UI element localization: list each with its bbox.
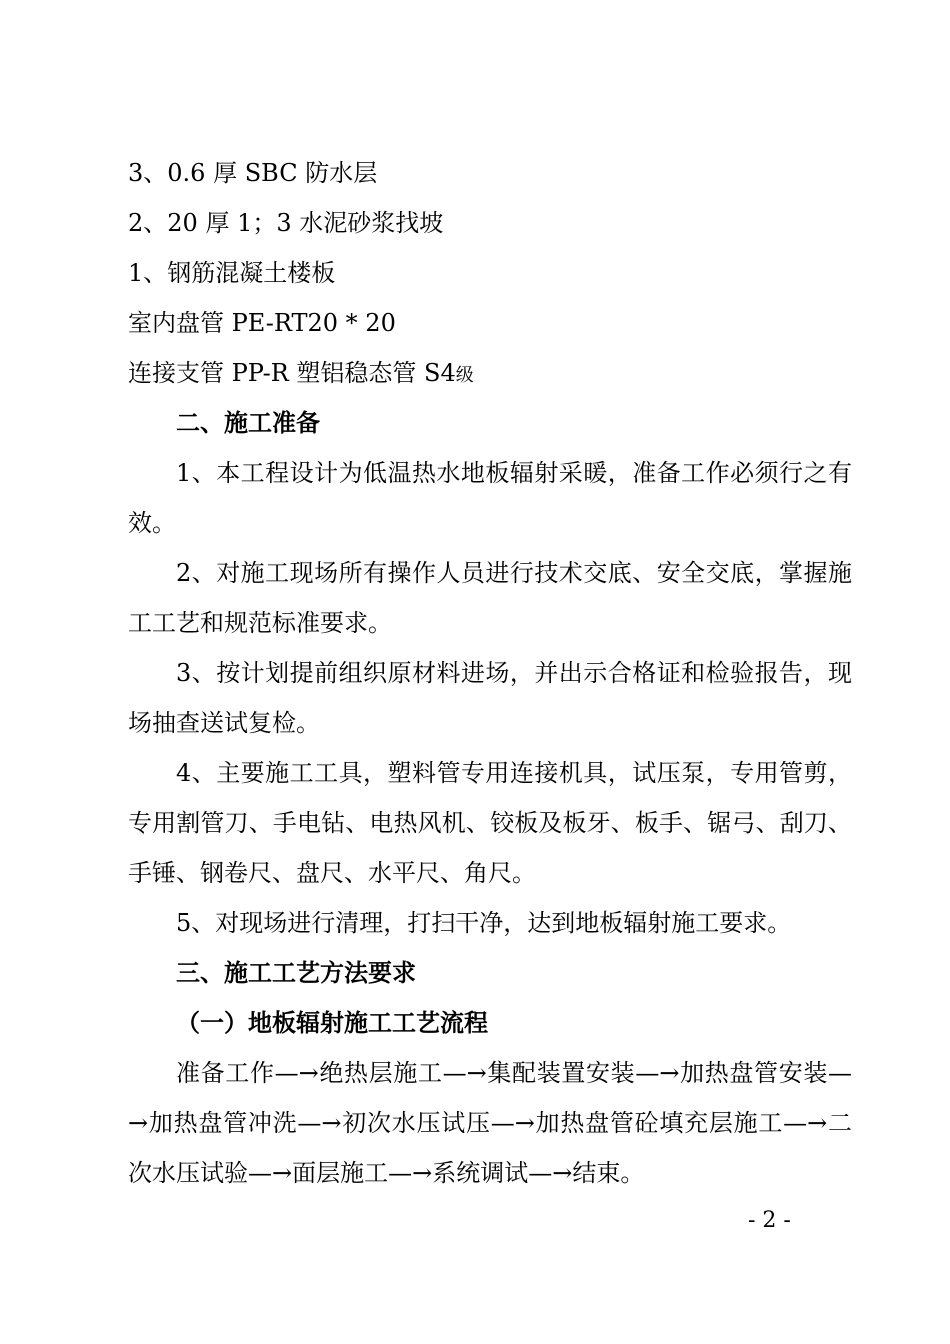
branch-pipe-text: 连接支管 PP-R 塑铝稳态管 S4 [128, 359, 456, 387]
layer-item-1 [128, 248, 852, 298]
layer-item-3 [128, 148, 852, 198]
layer-item-2 [128, 198, 852, 248]
section-heading-process: 三、施工工艺方法要求 [176, 959, 416, 987]
layer-number: 1、 [128, 259, 168, 287]
branch-pipe-spec [128, 348, 852, 398]
preparation-item-2: 2、对施工现场所有操作人员进行技术交底、安全交底，掌握施工工艺和规范标准要求。 [128, 559, 852, 637]
layer-text: 20 厚 1；3 水泥砂浆找坡 [167, 209, 444, 237]
page-number: - 2 - [748, 1208, 791, 1233]
preparation-item-5: 5、对现场进行清理，打扫干净，达到地板辐射施工要求。 [176, 909, 792, 937]
process-flow-text: 准备工作—→绝热层施工—→集配装置安装—→加热盘管安装—→加热盘管冲洗—→初次水压试压—→加热盘管砼填充层施工—→二次水压试验—→面层施工—→系统调试—→结束。 [128, 1059, 852, 1187]
preparation-item-1: 1、本工程设计为低温热水地板辐射采暖，准备工作必须行之有效。 [128, 459, 852, 537]
layer-number: 3、 [128, 159, 168, 187]
preparation-item-4: 4、主要施工工具，塑料管专用连接机具，试压泵，专用管剪，专用割管刀、手电钻、电热风机、铰板及板牙、板手、锯弓、刮刀、手锤、钢卷尺、盘尺、水平尺、角尺。 [128, 759, 852, 887]
layer-text: 钢筋混凝土楼板 [167, 259, 336, 287]
preparation-item-3: 3、按计划提前组织原材料进场，并出示合格证和检验报告，现场抽查送试复检。 [128, 659, 852, 737]
document-body [128, 148, 852, 1198]
layer-text: 0.6 厚 SBC 防水层 [167, 159, 378, 187]
section-heading-preparation: 二、施工准备 [176, 409, 320, 437]
branch-pipe-suffix: 级 [455, 365, 474, 386]
indoor-pipe-spec: 室内盘管 PE-RT20 * 20 [128, 309, 396, 337]
subsection-heading-flow: （一）地板辐射施工工艺流程 [176, 1009, 488, 1037]
layer-number: 2、 [128, 209, 168, 237]
